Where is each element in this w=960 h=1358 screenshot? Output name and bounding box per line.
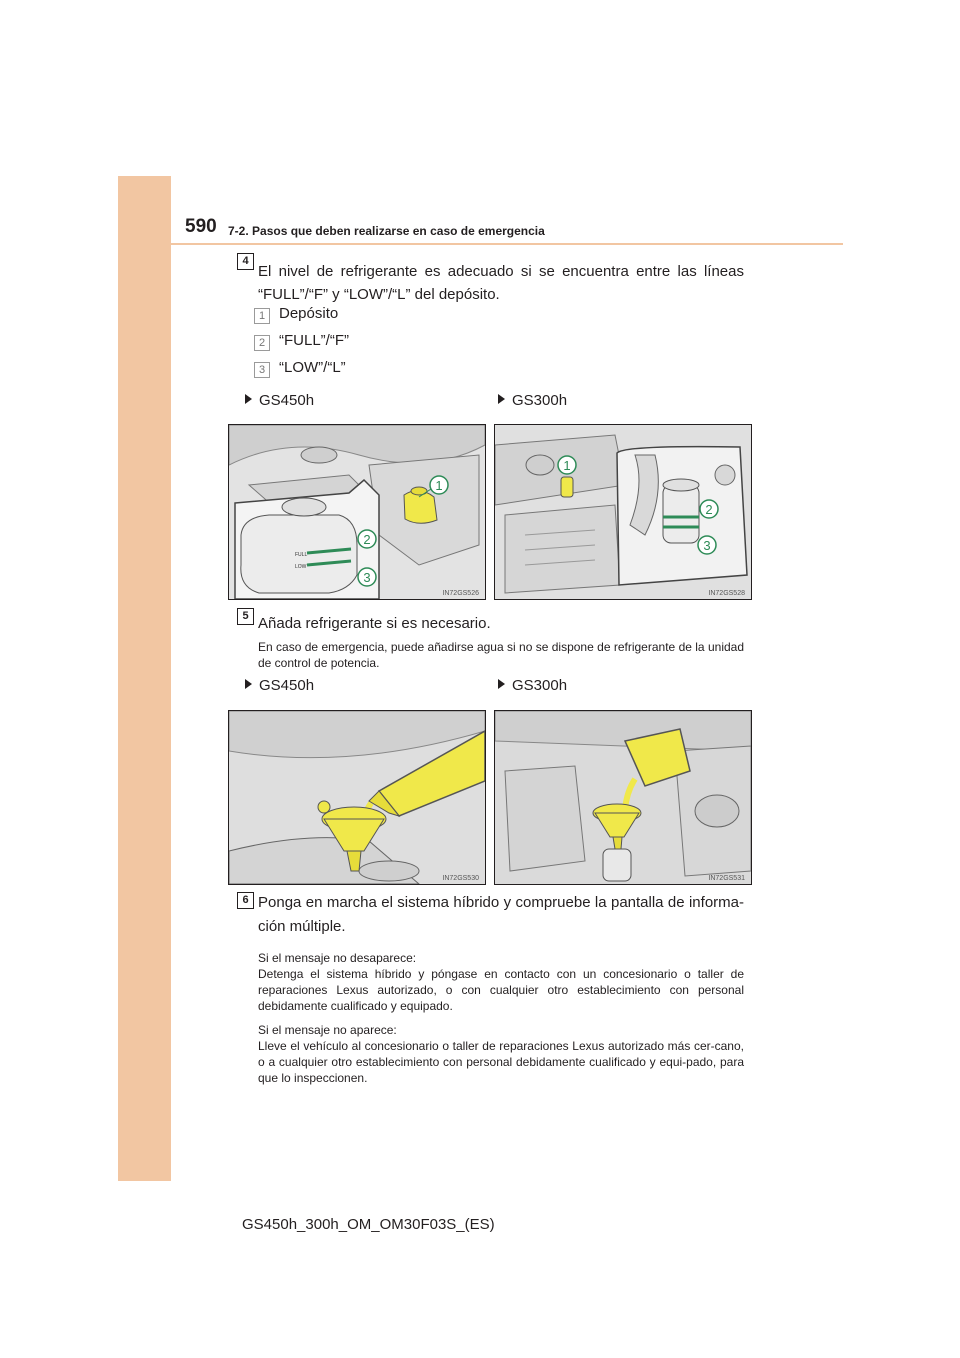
step-5-text: Añada refrigerante si es necesario. xyxy=(258,615,491,632)
image-code: IN72GS531 xyxy=(708,875,745,882)
marker-2-label: 2 xyxy=(705,502,713,517)
step-number-5: 5 xyxy=(237,608,254,625)
step-6-text: Ponga en marcha el sistema híbrido y compruebe la pantalla de informa-ción múltiple. xyxy=(258,894,744,935)
triangle-bullet-icon xyxy=(498,394,505,404)
triangle-bullet-icon xyxy=(245,394,252,404)
model-label-gs450h-1: GS450h xyxy=(245,392,314,409)
step-number-6: 6 xyxy=(237,892,254,909)
header-divider xyxy=(171,243,843,245)
note-1-body: Detenga el sistema híbrido y póngase en contacto con un concesionario o taller de reparaciones Lexus autorizado, o con cualquier otro establecimiento con personal debidamente cualificado y equipado. xyxy=(258,967,744,1013)
callout-number-2: 2 xyxy=(254,335,270,351)
triangle-bullet-icon xyxy=(245,679,252,689)
image-code: IN72GS528 xyxy=(708,590,745,597)
callout-label-low: “LOW”/“L” xyxy=(279,359,346,376)
marker-3-label: 3 xyxy=(363,570,371,585)
marker-3-label: 3 xyxy=(703,538,711,553)
step-5-note: En caso de emergencia, puede añadirse agua si no se dispone de refrigerante de la unidad de control de potencia. xyxy=(258,640,744,670)
model-label-gs450h-2: GS450h xyxy=(245,677,314,694)
gauge-label-full: FULL xyxy=(295,552,308,558)
callout-number-1: 1 xyxy=(254,308,270,324)
illustration-gs300h-reservoir xyxy=(494,424,752,600)
note-1-title: Si el mensaje no desaparece: xyxy=(258,951,417,965)
callout-label-reservoir: Depósito xyxy=(279,305,339,322)
image-code: IN72GS526 xyxy=(442,590,479,597)
illustration-gs300h-adding-coolant xyxy=(494,710,752,885)
step-number-4: 4 xyxy=(237,253,254,270)
image-code: IN72GS530 xyxy=(442,875,479,882)
note-2-body: Lleve el vehículo al concesionario o taller de reparaciones Lexus autorizado más cer-cano, o a cualquier otro establecimiento con personal debidamente cualificado y equi-pado, para que lo inspeccionen. xyxy=(258,1039,744,1085)
side-color-band xyxy=(118,176,171,1181)
page-number: 590 xyxy=(185,216,217,237)
model-label-gs300h-1: GS300h xyxy=(498,392,567,409)
marker-1-label: 1 xyxy=(563,458,571,473)
callout-label-full: “FULL”/“F” xyxy=(279,332,349,349)
triangle-bullet-icon xyxy=(498,679,505,689)
document-code: GS450h_300h_OM_OM30F03S_(ES) xyxy=(242,1216,495,1233)
gauge-label-low: LOW xyxy=(295,564,307,570)
callout-number-3: 3 xyxy=(254,362,270,378)
marker-1-label: 1 xyxy=(435,478,443,493)
illustration-gs450h-adding-coolant xyxy=(228,710,486,885)
illustration-gs450h-reservoir xyxy=(228,424,486,600)
step-4-text: El nivel de refrigerante es adecuado si se encuentra entre las líneas “FULL”/“F” y “LOW”/“L” del depósito. xyxy=(258,263,744,303)
section-title: 7-2. Pasos que deben realizarse en caso de emergencia xyxy=(228,224,545,238)
model-label-gs300h-2: GS300h xyxy=(498,677,567,694)
marker-2-label: 2 xyxy=(363,532,371,547)
note-2-title: Si el mensaje no aparece: xyxy=(258,1023,397,1037)
